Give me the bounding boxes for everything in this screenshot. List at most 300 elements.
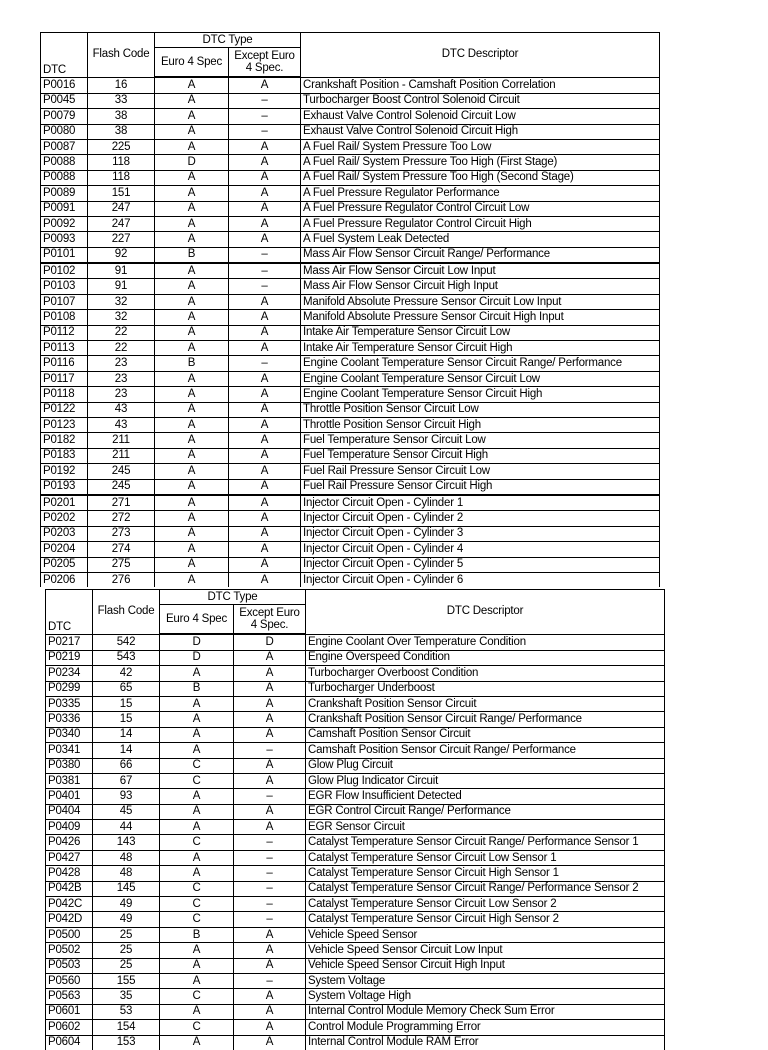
cell-euro4-spec: A [155,495,229,511]
cell-except-euro4: A [229,511,301,526]
cell-flash-code: 49 [93,912,160,927]
table-row [41,325,660,340]
cell-flash-code: 32 [88,294,155,309]
cell-dtc: P0107 [41,294,88,309]
cell-dtc: P0102 [41,263,88,279]
table-row [46,866,665,881]
table-row [41,139,660,154]
cell-flash-code: 67 [93,773,160,788]
cell-dtc: P0112 [41,325,88,340]
cell-flash-code: 91 [88,263,155,279]
table-row [46,773,665,788]
table-row [46,1020,665,1035]
cell-dtc: P0201 [41,495,88,511]
table-row [41,526,660,541]
table-row [41,93,660,108]
cell-euro4-spec: B [155,356,229,371]
cell-descriptor: Mass Air Flow Sensor Circuit High Input [301,279,660,294]
cell-euro4-spec: A [155,325,229,340]
table-row [41,77,660,93]
cell-flash-code: 145 [93,881,160,896]
table-row [46,789,665,804]
cell-except-euro4: – [229,93,301,108]
cell-euro4-spec: A [155,294,229,309]
cell-flash-code: 271 [88,495,155,511]
cell-except-euro4: A [234,681,306,696]
cell-descriptor: Vehicle Speed Sensor Circuit Low Input [306,943,665,958]
cell-descriptor: Injector Circuit Open - Cylinder 3 [301,526,660,541]
cell-except-euro4: – [234,912,306,927]
cell-descriptor: EGR Flow Insufficient Detected [306,789,665,804]
cell-except-euro4: A [234,820,306,835]
cell-except-euro4: A [229,139,301,154]
cell-euro4-spec: A [155,279,229,294]
cell-except-euro4: A [234,650,306,665]
cell-flash-code: 15 [93,696,160,711]
cell-dtc: P0087 [41,139,88,154]
cell-euro4-spec: A [160,850,234,865]
cell-euro4-spec: A [155,216,229,231]
cell-dtc: P0183 [41,448,88,463]
table-row [41,495,660,511]
cell-dtc: P0234 [46,666,93,681]
table-row [41,448,660,463]
cell-descriptor: Manifold Absolute Pressure Sensor Circuit High Input [301,310,660,325]
cell-except-euro4: A [229,77,301,93]
table-row [41,186,660,201]
cell-except-euro4: A [229,526,301,541]
cell-flash-code: 23 [88,387,155,402]
cell-descriptor: Turbocharger Underboost [306,681,665,696]
cell-dtc: P0380 [46,758,93,773]
cell-flash-code: 542 [93,634,160,650]
cell-euro4-spec: D [155,155,229,170]
cell-except-euro4: A [229,341,301,356]
cell-except-euro4: A [234,927,306,942]
cell-descriptor: Internal Control Module RAM Error [306,1035,665,1050]
cell-descriptor: Internal Control Module Memory Check Sum Error [306,1004,665,1019]
cell-dtc: P0409 [46,820,93,835]
cell-descriptor: Fuel Temperature Sensor Circuit High [301,448,660,463]
cell-euro4-spec: A [160,696,234,711]
cell-flash-code: 211 [88,448,155,463]
cell-euro4-spec: A [155,77,229,93]
cell-euro4-spec: A [155,170,229,185]
cell-dtc: P0113 [41,341,88,356]
cell-descriptor: A Fuel Rail/ System Pressure Too Low [301,139,660,154]
cell-descriptor: Crankshaft Position - Camshaft Position Correlation [301,77,660,93]
header-flash-code: Flash Code [93,590,160,635]
cell-euro4-spec: A [160,743,234,758]
cell-euro4-spec: A [155,526,229,541]
cell-descriptor: Injector Circuit Open - Cylinder 1 [301,495,660,511]
cell-except-euro4: A [229,155,301,170]
cell-euro4-spec: C [160,881,234,896]
cell-except-euro4: A [229,433,301,448]
cell-euro4-spec: A [160,789,234,804]
table-row [46,1035,665,1050]
cell-descriptor: Engine Coolant Temperature Sensor Circuit Range/ Performance [301,356,660,371]
cell-descriptor: Camshaft Position Sensor Circuit Range/ Performance [306,743,665,758]
table-row [41,417,660,432]
cell-except-euro4: – [229,263,301,279]
cell-descriptor: Catalyst Temperature Sensor Circuit High Sensor 1 [306,866,665,881]
cell-euro4-spec: D [160,634,234,650]
dtc-table-2 [45,589,665,1050]
cell-flash-code: 14 [93,727,160,742]
cell-dtc: P0016 [41,77,88,93]
cell-descriptor: Injector Circuit Open - Cylinder 5 [301,557,660,572]
cell-dtc: P0426 [46,835,93,850]
header-except-euro4-line2: 4 Spec. [245,62,284,75]
cell-euro4-spec: A [160,712,234,727]
cell-flash-code: 25 [93,958,160,973]
cell-dtc: P0219 [46,650,93,665]
cell-descriptor: System Voltage [306,973,665,988]
cell-flash-code: 38 [88,124,155,139]
cell-dtc: P042C [46,897,93,912]
cell-euro4-spec: A [160,1035,234,1050]
table-row [41,201,660,216]
cell-flash-code: 66 [93,758,160,773]
cell-euro4-spec: A [160,727,234,742]
cell-flash-code: 43 [88,417,155,432]
cell-except-euro4: A [234,773,306,788]
cell-flash-code: 49 [93,897,160,912]
cell-descriptor: Throttle Position Sensor Circuit Low [301,402,660,417]
cell-euro4-spec: A [160,804,234,819]
cell-dtc: P0299 [46,681,93,696]
cell-dtc: P0563 [46,989,93,1004]
cell-dtc: P0401 [46,789,93,804]
cell-dtc: P0091 [41,201,88,216]
cell-euro4-spec: A [155,448,229,463]
cell-descriptor: Injector Circuit Open - Cylinder 2 [301,511,660,526]
table-row [41,557,660,572]
table-row [41,170,660,185]
header-euro4-spec: Euro 4 Spec [160,605,234,635]
cell-dtc: P0045 [41,93,88,108]
cell-dtc: P0503 [46,958,93,973]
table-row [46,850,665,865]
cell-except-euro4: A [229,325,301,340]
cell-except-euro4: A [229,387,301,402]
cell-except-euro4: A [234,696,306,711]
table-row [41,572,660,587]
cell-euro4-spec: A [155,557,229,572]
cell-except-euro4: A [234,1020,306,1035]
cell-except-euro4: – [229,109,301,124]
cell-dtc: P0101 [41,247,88,263]
cell-except-euro4: A [229,294,301,309]
table-row [41,464,660,479]
cell-flash-code: 48 [93,850,160,865]
table-row [46,681,665,696]
cell-dtc: P042B [46,881,93,896]
header-dtc: DTC [41,33,88,78]
table-row [41,310,660,325]
cell-euro4-spec: A [155,464,229,479]
cell-euro4-spec: A [155,186,229,201]
cell-descriptor: Fuel Rail Pressure Sensor Circuit High [301,479,660,495]
cell-dtc: P0602 [46,1020,93,1035]
cell-dtc: P0123 [41,417,88,432]
table-row [41,542,660,557]
header-dtc-type: DTC Type [160,590,306,605]
table-row [46,820,665,835]
cell-descriptor: Vehicle Speed Sensor Circuit High Input [306,958,665,973]
dtc-table-1 [40,32,660,587]
cell-euro4-spec: A [160,958,234,973]
cell-dtc: P0340 [46,727,93,742]
cell-dtc: P0203 [41,526,88,541]
cell-euro4-spec: A [155,402,229,417]
cell-except-euro4: A [234,666,306,681]
table-row [46,881,665,896]
cell-euro4-spec: C [160,758,234,773]
cell-descriptor: A Fuel System Leak Detected [301,232,660,247]
cell-descriptor: Engine Coolant Temperature Sensor Circuit Low [301,371,660,386]
header-except-euro4-line1: Except Euro [239,607,300,620]
cell-euro4-spec: B [160,681,234,696]
cell-euro4-spec: A [155,387,229,402]
cell-flash-code: 154 [93,1020,160,1035]
table-row [46,835,665,850]
cell-dtc: P0117 [41,371,88,386]
cell-flash-code: 48 [93,866,160,881]
cell-dtc: P0404 [46,804,93,819]
cell-dtc: P0217 [46,634,93,650]
cell-flash-code: 23 [88,356,155,371]
cell-except-euro4: A [229,464,301,479]
cell-flash-code: 15 [93,712,160,727]
cell-dtc: P0080 [41,124,88,139]
table-row [46,989,665,1004]
table-row [46,758,665,773]
table-row [46,897,665,912]
cell-euro4-spec: A [155,417,229,432]
cell-descriptor: Injector Circuit Open - Cylinder 6 [301,572,660,587]
cell-flash-code: 247 [88,201,155,216]
cell-dtc: P042D [46,912,93,927]
cell-descriptor: Mass Air Flow Sensor Circuit Low Input [301,263,660,279]
cell-euro4-spec: A [155,572,229,587]
cell-euro4-spec: B [155,247,229,263]
cell-dtc: P0428 [46,866,93,881]
header-except-euro4 [234,605,306,635]
cell-descriptor: Vehicle Speed Sensor [306,927,665,942]
cell-except-euro4: – [234,835,306,850]
cell-descriptor: Intake Air Temperature Sensor Circuit High [301,341,660,356]
cell-except-euro4: – [234,866,306,881]
cell-except-euro4: – [234,973,306,988]
cell-descriptor: Catalyst Temperature Sensor Circuit High Sensor 2 [306,912,665,927]
cell-except-euro4: A [229,186,301,201]
cell-descriptor: A Fuel Rail/ System Pressure Too High (Second Stage) [301,170,660,185]
cell-except-euro4: – [229,356,301,371]
cell-flash-code: 272 [88,511,155,526]
header-except-euro4-line2: 4 Spec. [250,619,289,632]
table-row [41,402,660,417]
cell-descriptor: Catalyst Temperature Sensor Circuit Range/ Performance Sensor 2 [306,881,665,896]
cell-dtc: P0192 [41,464,88,479]
cell-euro4-spec: A [160,973,234,988]
cell-flash-code: 155 [93,973,160,988]
cell-flash-code: 92 [88,247,155,263]
cell-descriptor: Catalyst Temperature Sensor Circuit Range/ Performance Sensor 1 [306,835,665,850]
cell-dtc: P0205 [41,557,88,572]
cell-euro4-spec: A [160,666,234,681]
cell-except-euro4: A [229,232,301,247]
cell-dtc: P0206 [41,572,88,587]
cell-descriptor: Catalyst Temperature Sensor Circuit Low Sensor 1 [306,850,665,865]
cell-flash-code: 276 [88,572,155,587]
cell-except-euro4: A [229,572,301,587]
cell-flash-code: 245 [88,464,155,479]
table-row [41,341,660,356]
cell-euro4-spec: A [155,433,229,448]
cell-flash-code: 543 [93,650,160,665]
cell-dtc: P0088 [41,170,88,185]
cell-flash-code: 143 [93,835,160,850]
cell-flash-code: 65 [93,681,160,696]
cell-except-euro4: A [234,943,306,958]
cell-except-euro4: A [229,417,301,432]
cell-dtc: P0103 [41,279,88,294]
cell-descriptor: Throttle Position Sensor Circuit High [301,417,660,432]
cell-euro4-spec: A [160,820,234,835]
cell-except-euro4: A [229,557,301,572]
cell-dtc: P0079 [41,109,88,124]
cell-euro4-spec: A [155,232,229,247]
cell-flash-code: 91 [88,279,155,294]
cell-dtc: P0118 [41,387,88,402]
cell-flash-code: 23 [88,371,155,386]
cell-except-euro4: A [229,495,301,511]
cell-except-euro4: A [234,758,306,773]
table-row [41,371,660,386]
cell-flash-code: 43 [88,402,155,417]
table-row [46,943,665,958]
cell-descriptor: Exhaust Valve Control Solenoid Circuit Low [301,109,660,124]
cell-dtc: P0089 [41,186,88,201]
cell-descriptor: Mass Air Flow Sensor Circuit Range/ Performance [301,247,660,263]
cell-euro4-spec: A [155,201,229,216]
cell-flash-code: 227 [88,232,155,247]
cell-descriptor: Turbocharger Boost Control Solenoid Circuit [301,93,660,108]
cell-dtc: P0182 [41,433,88,448]
table-row [46,727,665,742]
cell-euro4-spec: A [155,109,229,124]
cell-descriptor: Manifold Absolute Pressure Sensor Circuit Low Input [301,294,660,309]
cell-euro4-spec: C [160,989,234,1004]
cell-flash-code: 44 [93,820,160,835]
cell-except-euro4: A [229,170,301,185]
cell-dtc: P0088 [41,155,88,170]
cell-except-euro4: A [234,989,306,1004]
table-row [41,109,660,124]
cell-descriptor: Injector Circuit Open - Cylinder 4 [301,542,660,557]
cell-flash-code: 38 [88,109,155,124]
header-except-euro4 [229,48,301,78]
cell-flash-code: 247 [88,216,155,231]
cell-dtc: P0122 [41,402,88,417]
cell-except-euro4: A [229,448,301,463]
cell-euro4-spec: A [160,943,234,958]
cell-descriptor: Turbocharger Overboost Condition [306,666,665,681]
table-row [41,232,660,247]
table-row [46,712,665,727]
cell-flash-code: 245 [88,479,155,495]
table-row [46,696,665,711]
cell-dtc: P0204 [41,542,88,557]
cell-except-euro4: A [229,371,301,386]
header-euro4-spec: Euro 4 Spec [155,48,229,78]
table-row [46,634,665,650]
cell-flash-code: 35 [93,989,160,1004]
cell-except-euro4: A [229,201,301,216]
cell-descriptor: A Fuel Pressure Regulator Control Circuit Low [301,201,660,216]
cell-except-euro4: D [234,634,306,650]
cell-flash-code: 25 [93,943,160,958]
cell-descriptor: EGR Control Circuit Range/ Performance [306,804,665,819]
cell-flash-code: 33 [88,93,155,108]
cell-except-euro4: – [229,247,301,263]
dtc-table-1-body [41,77,660,587]
cell-dtc: P0500 [46,927,93,942]
cell-euro4-spec: A [155,341,229,356]
cell-euro4-spec: A [155,124,229,139]
cell-flash-code: 225 [88,139,155,154]
header-dtc-descriptor: DTC Descriptor [306,590,665,635]
cell-descriptor: Camshaft Position Sensor Circuit [306,727,665,742]
cell-except-euro4: – [229,124,301,139]
cell-except-euro4: A [234,712,306,727]
cell-dtc: P0502 [46,943,93,958]
cell-descriptor: EGR Sensor Circuit [306,820,665,835]
table-row [46,804,665,819]
table-row [41,356,660,371]
table-row [41,216,660,231]
cell-except-euro4: – [234,743,306,758]
cell-flash-code: 45 [93,804,160,819]
table-row [46,650,665,665]
dtc-table-2-body [46,634,665,1050]
cell-flash-code: 25 [93,927,160,942]
table-row [41,433,660,448]
cell-dtc: P0381 [46,773,93,788]
cell-except-euro4: A [234,1035,306,1050]
cell-flash-code: 211 [88,433,155,448]
table-row [46,958,665,973]
cell-dtc: P0108 [41,310,88,325]
cell-dtc: P0092 [41,216,88,231]
cell-except-euro4: A [234,1004,306,1019]
cell-descriptor: A Fuel Pressure Regulator Performance [301,186,660,201]
cell-flash-code: 274 [88,542,155,557]
cell-dtc: P0560 [46,973,93,988]
cell-dtc: P0601 [46,1004,93,1019]
table-row [41,263,660,279]
cell-descriptor: System Voltage High [306,989,665,1004]
cell-dtc: P0427 [46,850,93,865]
cell-flash-code: 118 [88,155,155,170]
cell-descriptor: Glow Plug Circuit [306,758,665,773]
cell-except-euro4: A [234,727,306,742]
cell-flash-code: 53 [93,1004,160,1019]
cell-dtc: P0341 [46,743,93,758]
table-row [46,927,665,942]
